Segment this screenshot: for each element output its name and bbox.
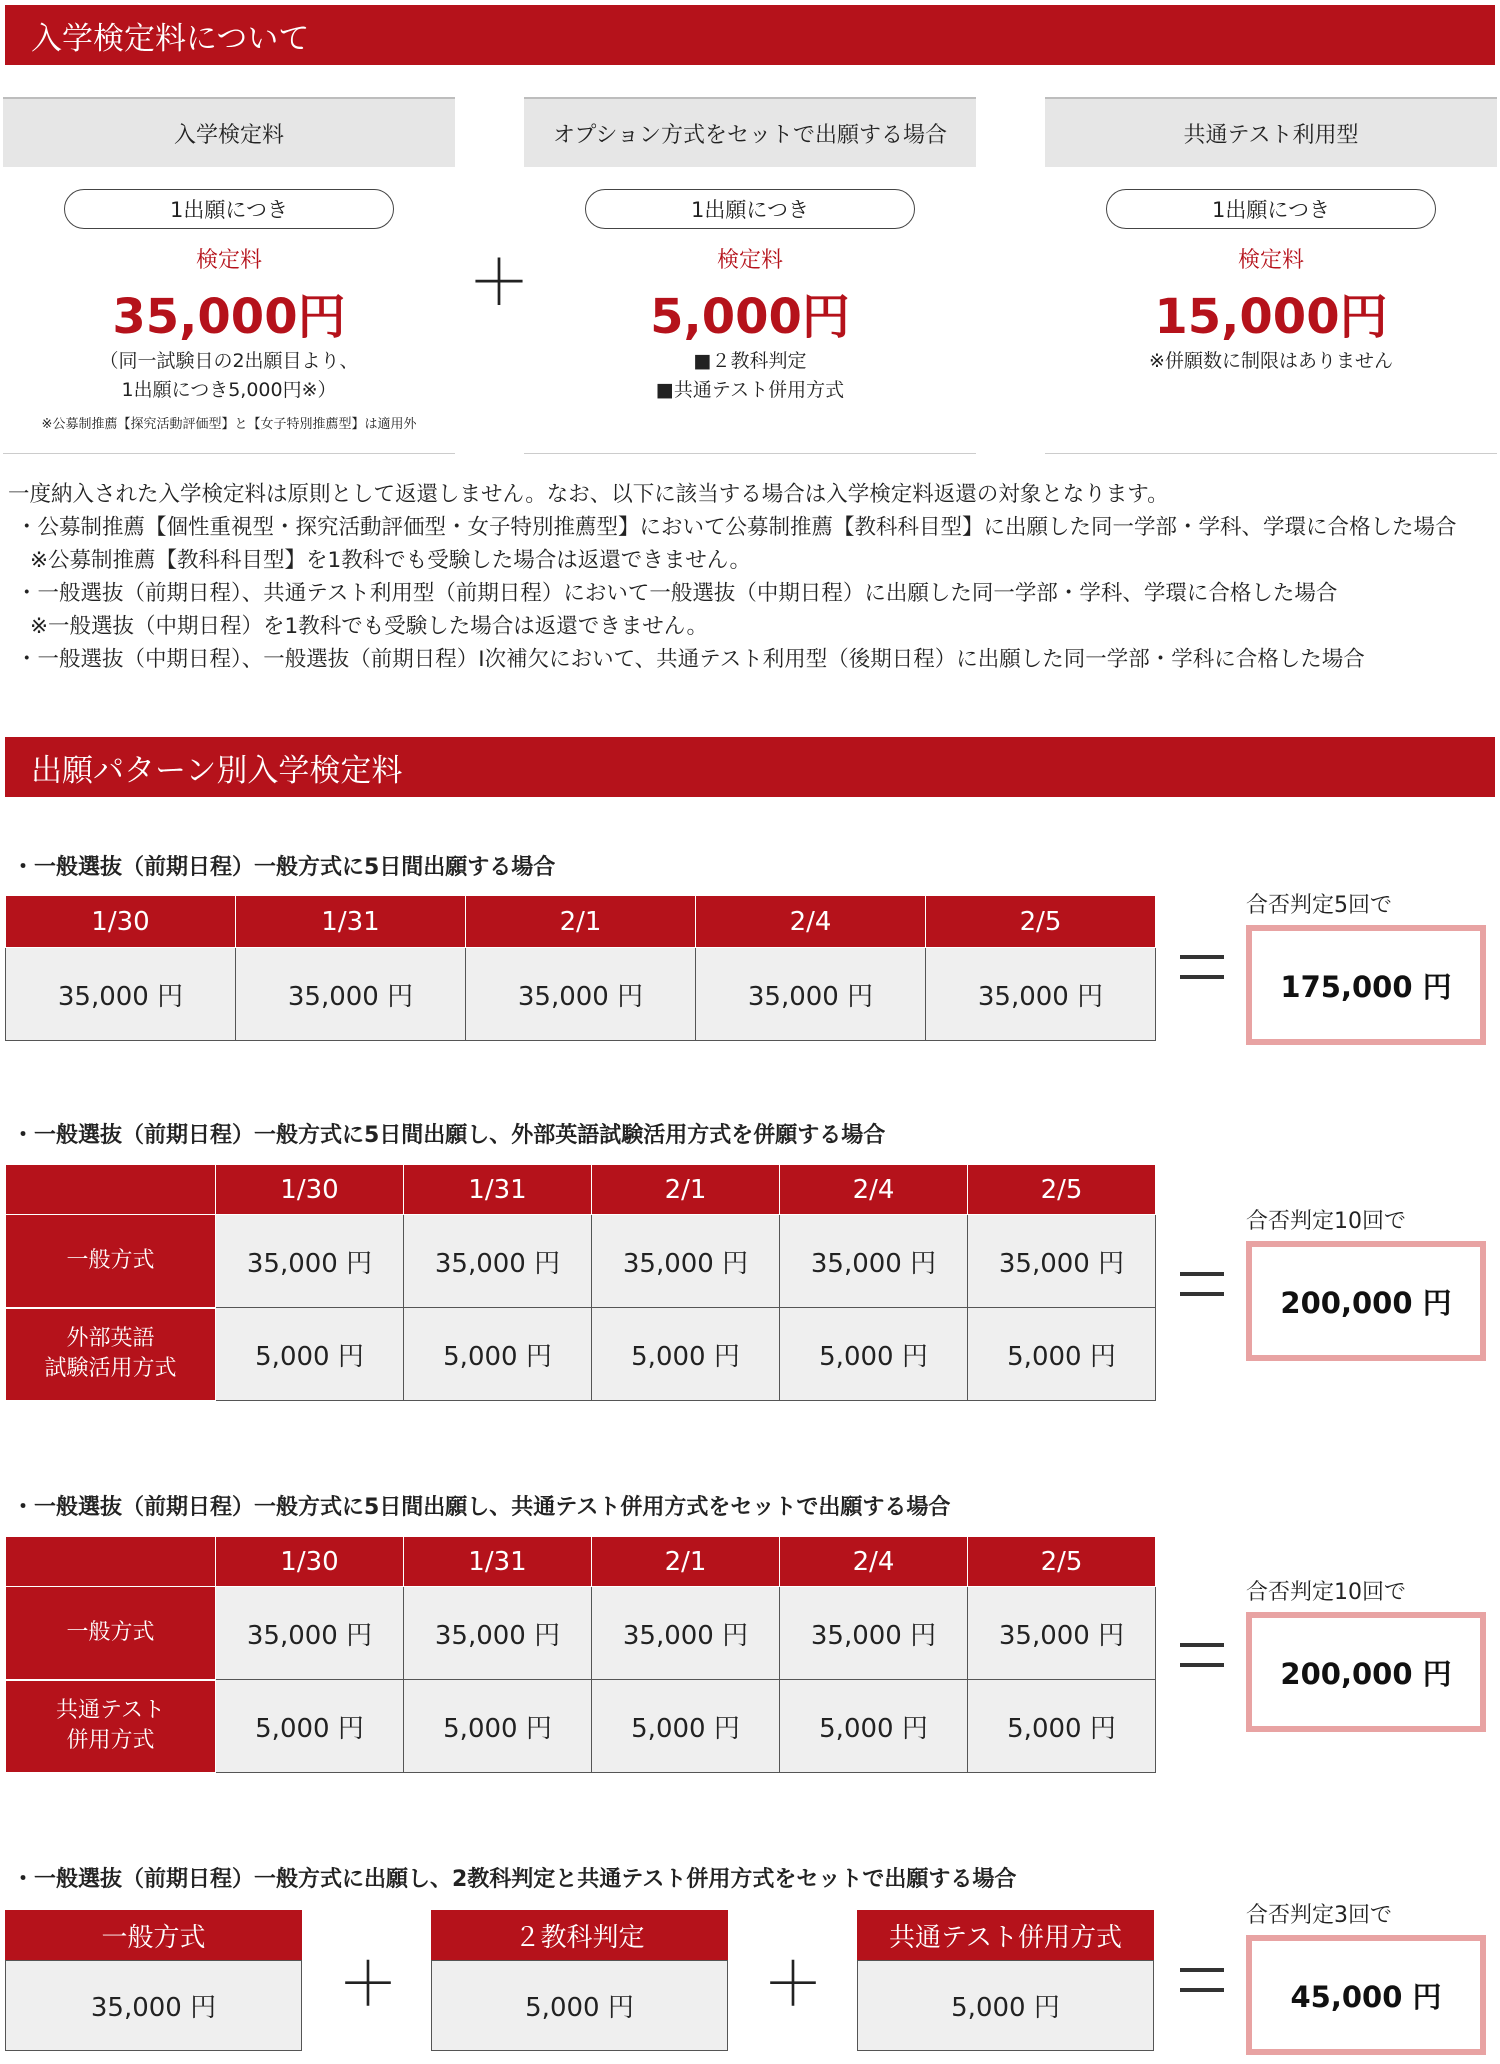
- fee-label: 検定料: [716, 248, 783, 273]
- table-corner: [6, 1165, 216, 1215]
- fee-cell: 5,000 円: [404, 1680, 592, 1773]
- refund-line: ・一般選抜（前期日程）、共通テスト利用型（前期日程）において一般選抜（中期日程）に出願した同一学部・学科、学環に合格した場合: [16, 581, 1338, 606]
- date-header: 2/1: [592, 1537, 780, 1587]
- pattern-title: ・一般選抜（前期日程）一般方式に5日間出願し、外部英語試験活用方式を併願する場合: [12, 1123, 886, 1148]
- result-caption: 合否判定3回で: [1246, 1903, 1392, 1928]
- date-header: 1/31: [404, 1537, 592, 1587]
- equals-sign: [1180, 1643, 1224, 1667]
- fee-cell: 35,000 円: [780, 1587, 968, 1680]
- section-title-text: 入学検定料について: [31, 20, 310, 57]
- date-header: 2/5: [968, 1165, 1156, 1215]
- fee-cell: 5,000 円: [780, 1680, 968, 1773]
- per-application-pill: 1出願につき: [1106, 189, 1436, 229]
- fee-column-option: [524, 97, 976, 454]
- fee-cell: 35,000 円: [968, 1587, 1156, 1680]
- fee-note: ■２教科判定: [693, 350, 807, 372]
- fee-amount: 35,000円: [112, 289, 346, 345]
- date-header: 1/31: [404, 1165, 592, 1215]
- pattern-title: ・一般選抜（前期日程）一般方式に出願し、2教科判定と共通テスト併用方式をセットで出願する場合: [12, 1867, 1017, 1892]
- date-header: 2/5: [926, 896, 1156, 948]
- combo-value: 5,000 円: [431, 1960, 728, 2051]
- fee-cell: 35,000 円: [466, 948, 696, 1041]
- date-header: 1/30: [216, 1537, 404, 1587]
- date-header: 2/1: [592, 1165, 780, 1215]
- section-title-patterns: [5, 737, 1495, 797]
- row-header-line: 共通テスト: [55, 1698, 166, 1723]
- fee-cell: 35,000 円: [216, 1587, 404, 1680]
- refund-line: ※一般選抜（中期日程）を1教科でも受験した場合は返還できません。: [30, 614, 708, 639]
- date-header: 1/31: [236, 896, 466, 948]
- fee-column-header: オプション方式をセットで出願する場合: [524, 97, 976, 167]
- fee-column-header: 共通テスト利用型: [1045, 97, 1497, 167]
- per-application-pill: 1出願につき: [585, 189, 915, 229]
- pattern2-table: [5, 1164, 1156, 1402]
- section-title-text: 出願パターン別入学検定料: [31, 752, 403, 789]
- fee-cell: 35,000 円: [404, 1587, 592, 1680]
- row-header: [6, 1680, 216, 1773]
- pattern-title: ・一般選抜（前期日程）一般方式に5日間出願し、共通テスト併用方式をセットで出願する場合: [12, 1495, 951, 1520]
- fee-note: 1出願につき5,000円※）: [121, 379, 337, 401]
- result-caption: 合否判定10回で: [1246, 1209, 1406, 1234]
- fee-amount: 5,000円: [650, 289, 850, 345]
- fee-note: （同一試験日の2出願目より、: [99, 350, 359, 372]
- fee-cell: 35,000 円: [926, 948, 1156, 1041]
- row-header-line: 併用方式: [66, 1728, 155, 1753]
- fee-cell: 35,000 円: [592, 1587, 780, 1680]
- fee-column-admission: [3, 97, 455, 454]
- row-header: 一般方式: [6, 1587, 216, 1680]
- combo-common-test: [857, 1910, 1154, 2051]
- row-header: [6, 1308, 216, 1401]
- plus-sign: ＋: [763, 1950, 823, 2020]
- combo-header: ２教科判定: [431, 1910, 728, 1960]
- pattern-title: ・一般選抜（前期日程）一般方式に5日間出願する場合: [12, 855, 556, 880]
- date-header: 2/4: [780, 1165, 968, 1215]
- result-total: 200,000 円: [1246, 1241, 1486, 1361]
- combo-general: [5, 1910, 302, 2051]
- fee-cell: 35,000 円: [696, 948, 926, 1041]
- plus-sign: ＋: [338, 1950, 398, 2020]
- fee-cell: 5,000 円: [592, 1680, 780, 1773]
- equals-sign: [1180, 1968, 1224, 1992]
- fee-cell: 35,000 円: [236, 948, 466, 1041]
- fee-cell: 35,000 円: [780, 1215, 968, 1308]
- date-header: 2/4: [780, 1537, 968, 1587]
- fee-cell: 5,000 円: [968, 1308, 1156, 1401]
- per-application-pill: 1出願につき: [64, 189, 394, 229]
- date-header: 2/4: [696, 896, 926, 948]
- refund-line: ・一般選抜（中期日程）、一般選抜（前期日程）Ⅰ次補欠において、共通テスト利用型（後期日程）に出願した同一学部・学科に合格した場合: [16, 647, 1365, 672]
- result-total: 200,000 円: [1246, 1612, 1486, 1732]
- combo-value: 35,000 円: [5, 1960, 302, 2051]
- result-caption: 合否判定5回で: [1246, 893, 1392, 918]
- equals-sign: [1180, 955, 1224, 979]
- refund-line: 一度納入された入学検定料は原則として返還しません。なお、以下に該当する場合は入学検定料返還の対象となります。: [8, 482, 1169, 507]
- fee-cell: 35,000 円: [216, 1215, 404, 1308]
- fee-cell: 35,000 円: [404, 1215, 592, 1308]
- refund-line: ・公募制推薦【個性重視型・探究活動評価型・女子特別推薦型】において公募制推薦【教科科目型】に出願した同一学部・学科、学環に合格した場合: [16, 515, 1457, 540]
- combo-header: 一般方式: [5, 1910, 302, 1960]
- combo-value: 5,000 円: [857, 1960, 1154, 2051]
- section-title-fees: [5, 5, 1495, 65]
- date-header: 2/1: [466, 896, 696, 948]
- fee-cell: 35,000 円: [968, 1215, 1156, 1308]
- fee-cell: 5,000 円: [968, 1680, 1156, 1773]
- row-header-line: 試験活用方式: [44, 1356, 177, 1381]
- plus-sign: ＋: [468, 246, 531, 319]
- equals-sign: [1180, 1272, 1224, 1296]
- fee-cell: 35,000 円: [592, 1215, 780, 1308]
- refund-line: ※公募制推薦【教科科目型】を1教科でも受験した場合は返還できません。: [30, 548, 751, 573]
- row-header-line: 外部英語: [66, 1326, 155, 1351]
- fee-column-header: 入学検定料: [3, 97, 455, 167]
- fee-label: 検定料: [1237, 248, 1304, 273]
- date-header: 1/30: [216, 1165, 404, 1215]
- fee-cell: 5,000 円: [216, 1308, 404, 1401]
- table-corner: [6, 1537, 216, 1587]
- fee-cell: 5,000 円: [404, 1308, 592, 1401]
- result-total: 45,000 円: [1246, 1935, 1486, 2055]
- fee-cell: 5,000 円: [216, 1680, 404, 1773]
- fee-amount: 15,000円: [1154, 289, 1388, 345]
- refund-policy: [8, 478, 1498, 676]
- fee-label: 検定料: [195, 248, 262, 273]
- result-caption: 合否判定10回で: [1246, 1580, 1406, 1605]
- combo-header: 共通テスト併用方式: [857, 1910, 1154, 1960]
- result-total: 175,000 円: [1246, 925, 1486, 1045]
- fee-footnote: ※公募制推薦【探究活動評価型】と【女子特別推薦型】は適用外: [41, 417, 417, 432]
- fee-cell: 5,000 円: [592, 1308, 780, 1401]
- date-header: 1/30: [6, 896, 236, 948]
- combo-two-subjects: [431, 1910, 728, 2051]
- fee-note: ■共通テスト併用方式: [655, 379, 845, 401]
- fee-column-common-test: [1045, 97, 1497, 454]
- fee-cell: 5,000 円: [780, 1308, 968, 1401]
- pattern3-table: [5, 1536, 1156, 1774]
- fee-note: ※併願数に制限はありません: [1149, 350, 1393, 372]
- pattern1-table: [5, 895, 1156, 1041]
- date-header: 2/5: [968, 1537, 1156, 1587]
- fee-cell: 35,000 円: [6, 948, 236, 1041]
- row-header: 一般方式: [6, 1215, 216, 1308]
